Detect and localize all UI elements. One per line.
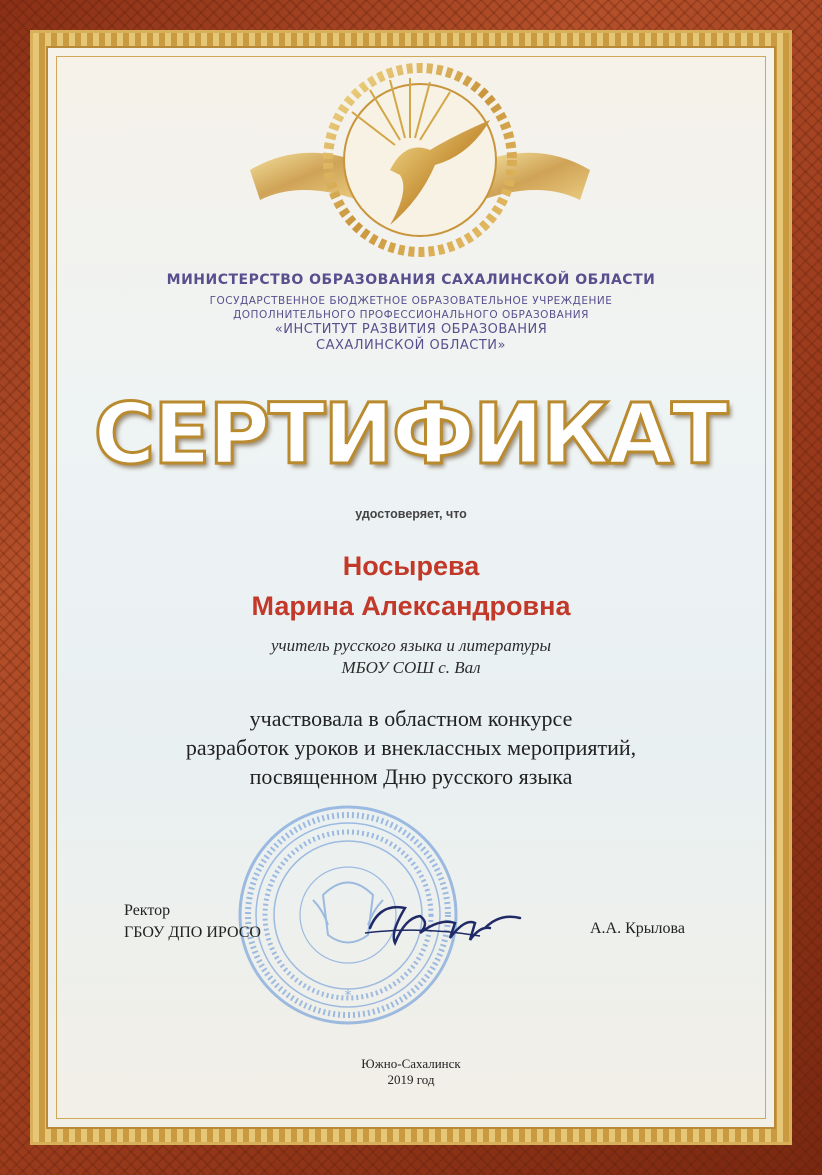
issuer-header — [120, 272, 702, 354]
recipient-position — [150, 635, 672, 679]
recipient-name — [150, 546, 672, 626]
recipient-given-names: Марина Александровна — [251, 591, 571, 621]
crane-emblem-icon — [240, 50, 600, 260]
description-line: разработок уроков и внеклассных мероприятий, — [185, 735, 637, 760]
city: Южно-Сахалинск — [361, 1056, 461, 1071]
recipient-surname: Носырева — [342, 551, 480, 581]
certificate-title: СЕРТИФИКАТ — [93, 385, 727, 483]
award-description — [110, 704, 712, 791]
institution-line: ДОПОЛНИТЕЛЬНОГО ПРОФЕССИОНАЛЬНОГО ОБРАЗОВАНИЯ — [233, 309, 589, 321]
description-line: участвовала в областном конкурсе — [249, 706, 573, 731]
institution-line: «ИНСТИТУТ РАЗВИТИЯ ОБРАЗОВАНИЯ — [274, 322, 548, 337]
institution-line: ГОСУДАРСТВЕННОЕ БЮДЖЕТНОЕ ОБРАЗОВАТЕЛЬНОЕ УЧРЕЖДЕНИЕ — [209, 295, 613, 307]
rector-label: Ректор — [124, 902, 171, 919]
position-line: учитель русского языка и литературы — [270, 636, 552, 655]
place-date — [300, 1056, 522, 1088]
ministry-name: МИНИСТЕРСТВО ОБРАЗОВАНИЯ САХАЛИНСКОЙ ОБЛАСТИ — [166, 272, 656, 288]
school-line: МБОУ СОШ с. Вал — [341, 658, 481, 677]
signature-icon — [360, 888, 530, 958]
svg-text:*: * — [344, 988, 352, 1004]
organization-label: ГБОУ ДПО ИРОСО — [124, 924, 261, 941]
description-line: посвященном Дню русского языка — [249, 764, 573, 789]
signatory-role — [124, 900, 261, 944]
year: 2019 год — [387, 1072, 435, 1087]
signatory-name: А.А. Крылова — [590, 920, 685, 937]
institution-line: САХАЛИНСКОЙ ОБЛАСТИ» — [316, 338, 506, 353]
certifies-text: удостоверяет, что — [355, 507, 467, 521]
